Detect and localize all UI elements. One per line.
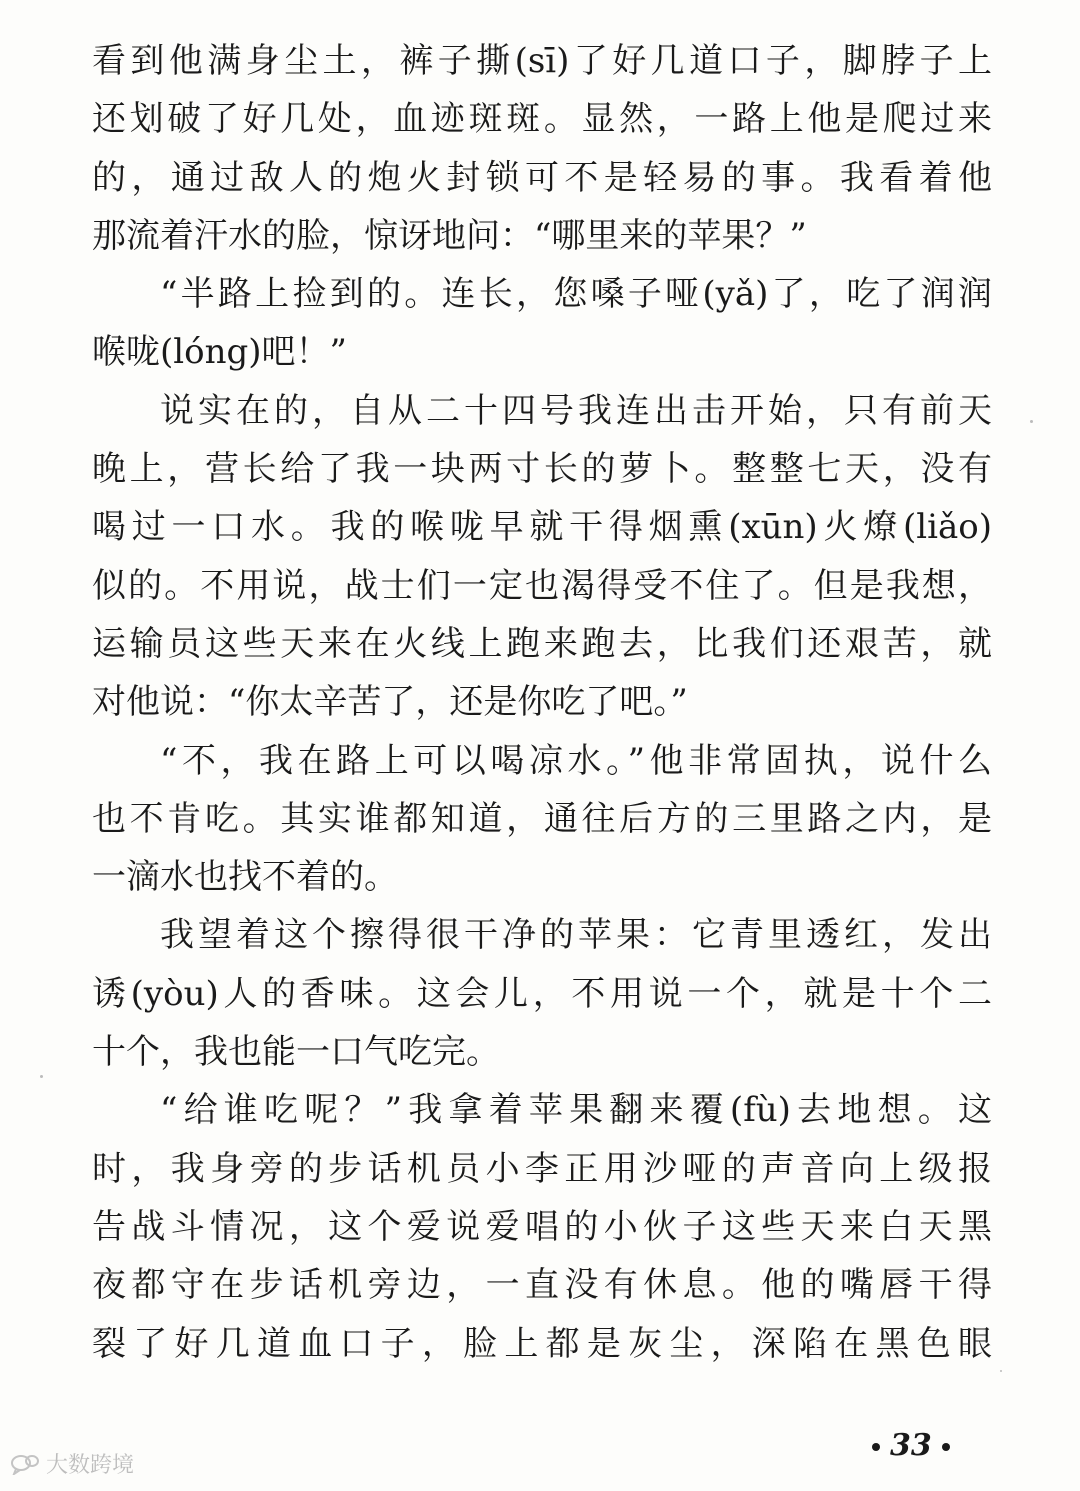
text-line: 还划破了好几处，血迹斑斑。显然，一路上他是爬过来 [92, 99, 992, 140]
page-number-left-dot [872, 1443, 880, 1451]
paper-speck [40, 1075, 43, 1078]
text-line: 告战斗情况，这个爱说爱唱的小伙子这些天来白天黑 [92, 1206, 992, 1247]
text-line: 说实在的，自从二十四号我连出击开始，只有前天 [160, 390, 992, 431]
text-line: 也不肯吃。其实谁都知道，通往后方的三里路之内，是 [92, 798, 992, 839]
text-line: 那流着汗水的脸，惊讶地问：“哪里来的苹果？” [92, 215, 807, 256]
body-text [92, 32, 992, 1373]
watermark [10, 1448, 134, 1479]
text-line: “半路上捡到的。连长，您嗓子哑(yǎ)了，吃了润润 [160, 274, 992, 315]
watermark-label: 大数跨境 [46, 1453, 135, 1478]
page-number-value: 33 [890, 1428, 932, 1463]
text-line: 诱(yòu)人的香味。这会儿，不用说一个，就是十个二 [92, 973, 992, 1014]
text-line: 的，通过敌人的炮火封锁可不是轻易的事。我看着他 [92, 157, 992, 198]
chat-bubble-icon [10, 1453, 40, 1475]
text-line: “不，我在路上可以喝凉水。”他非常固执，说什么 [160, 740, 992, 781]
text-line: “给谁吃呢？”我拿着苹果翻来覆(fù)去地想。这 [160, 1090, 992, 1131]
page-number-right-dot [942, 1443, 950, 1451]
text-line: 裂了好几道血口子，脸上都是灰尘，深陷在黑色眼 [92, 1323, 992, 1364]
paper-speck [1000, 1370, 1002, 1372]
text-line: 我望着这个擦得很干净的苹果：它青里透红，发出 [160, 915, 992, 956]
text-line: 喝过一口水。我的喉咙早就干得烟熏(xūn)火燎(liǎo) [92, 507, 992, 548]
text-line: 一滴水也找不着的。 [92, 857, 398, 898]
text-line: 似的。不用说，战士们一定也渴得受不住了。但是我想， [92, 565, 992, 606]
text-line: 喉咙(lóng)吧！” [92, 332, 347, 373]
paper-speck [1030, 420, 1033, 423]
text-line: 十个，我也能一口气吃完。 [92, 1032, 500, 1073]
text-line: 对他说：“你太辛苦了，还是你吃了吧。” [92, 682, 688, 723]
text-line: 运输员这些天来在火线上跑来跑去，比我们还艰苦，就 [92, 623, 992, 664]
page-number [862, 1428, 960, 1463]
text-line: 晚上，营长给了我一块两寸长的萝卜。整整七天，没有 [92, 449, 992, 490]
text-line: 看到他满身尘土，裤子撕(sī)了好几道口子，脚脖子上 [92, 41, 992, 81]
text-line: 夜都守在步话机旁边，一直没有休息。他的嘴唇干得 [92, 1265, 992, 1306]
text-line: 时，我身旁的步话机员小李正用沙哑的声音向上级报 [92, 1148, 992, 1189]
